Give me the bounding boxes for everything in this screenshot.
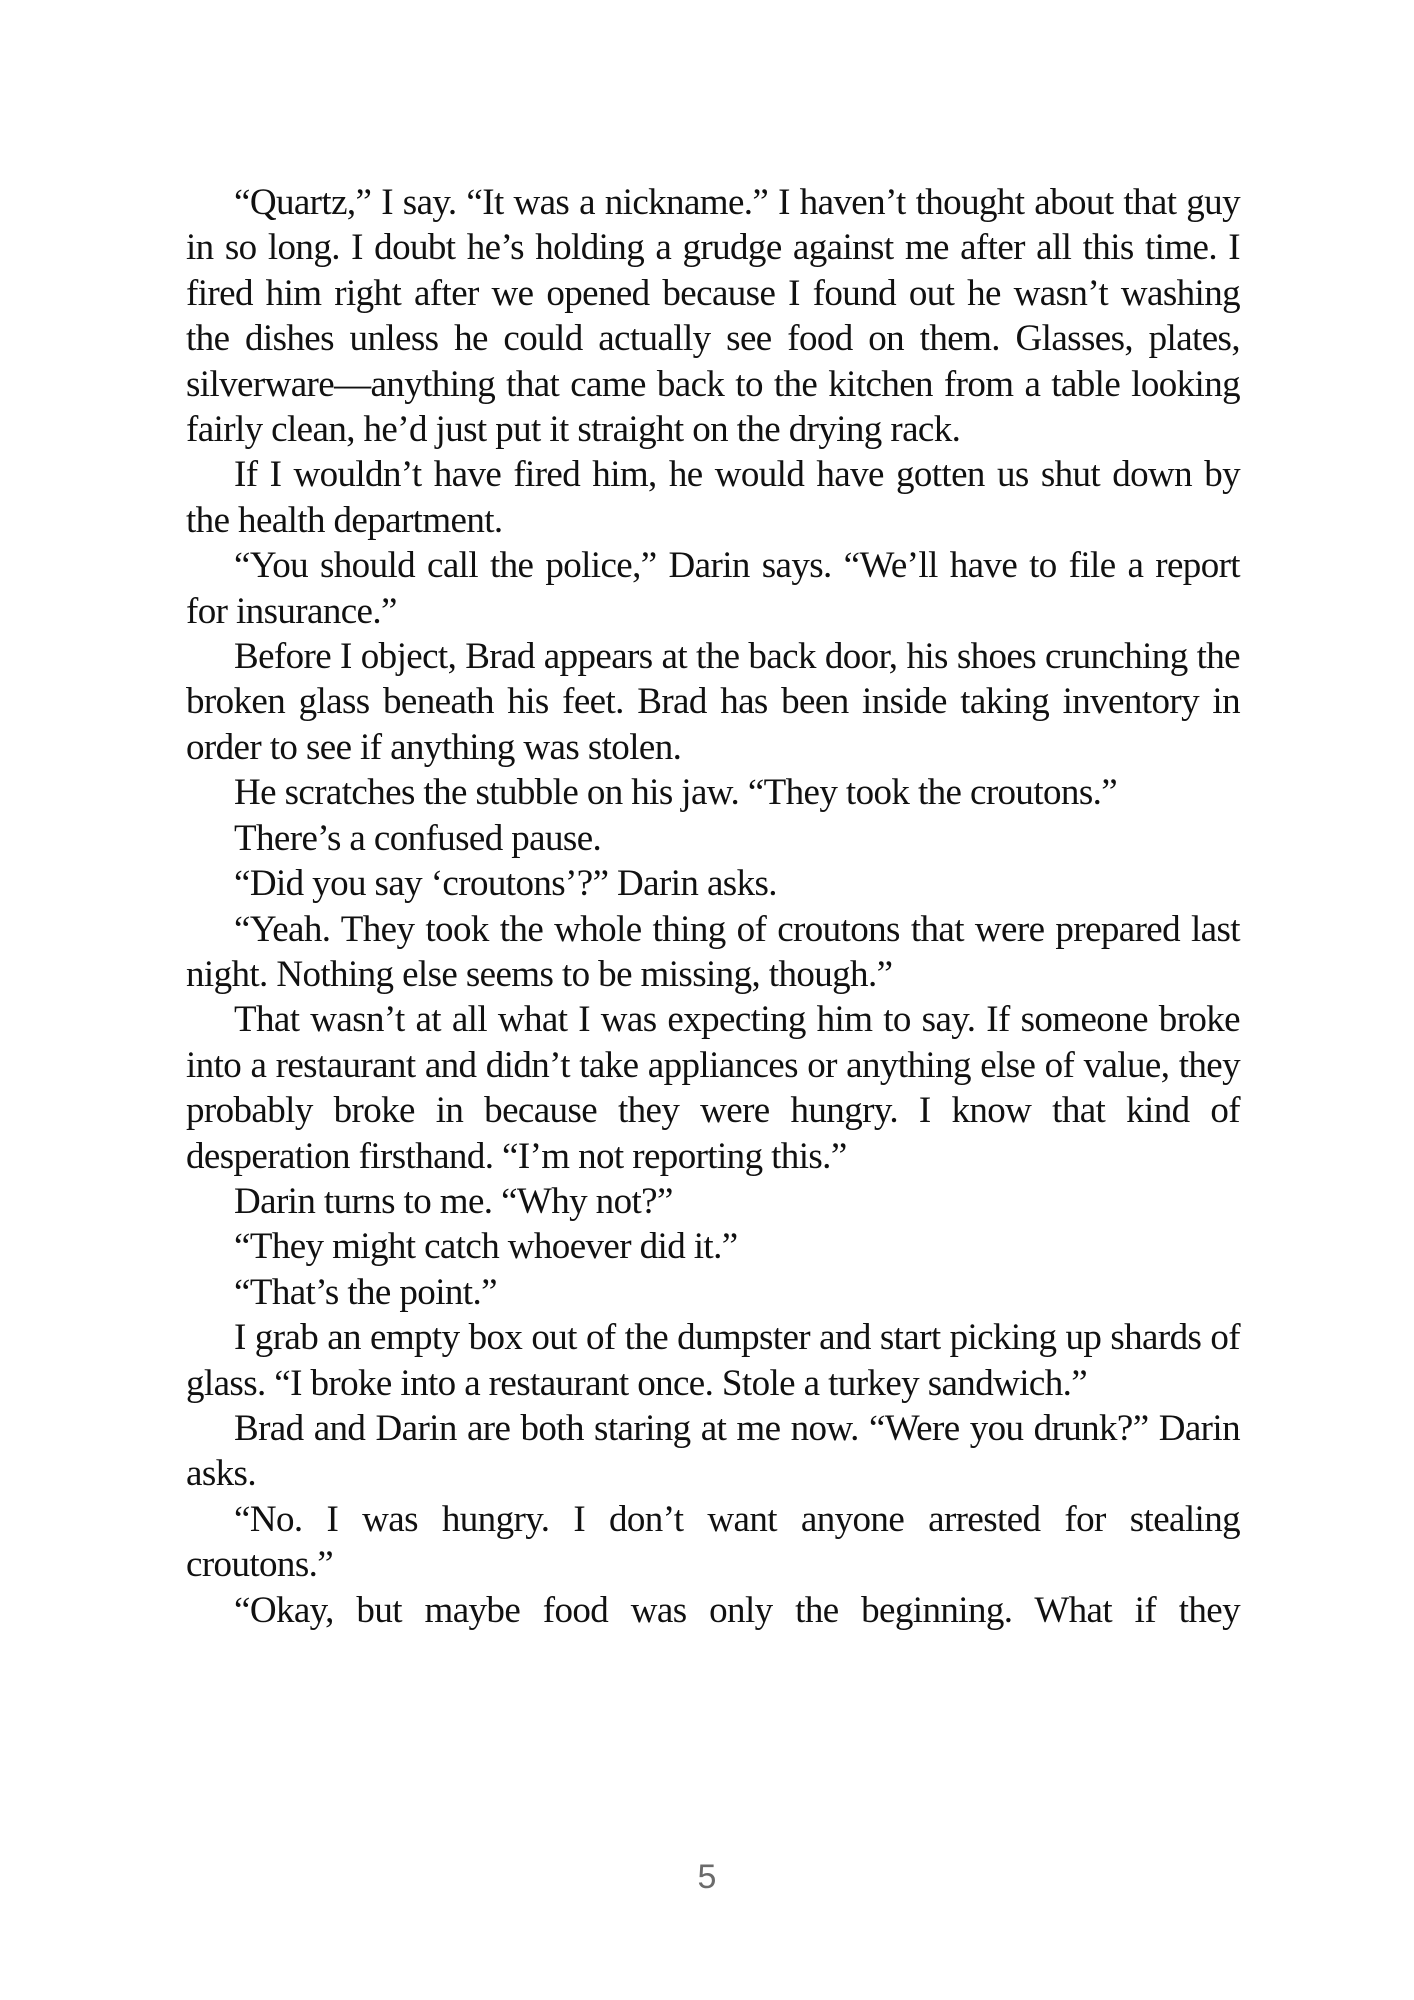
paragraph: Brad and Darin are both staring at me now. “Were you drunk?” Darin asks. xyxy=(186,1407,1240,1495)
paragraph: “That’s the point.” xyxy=(234,1271,497,1313)
paragraph: “Yeah. They took the whole thing of croutons that were prepared last night. Nothing else seems to be missing, though.” xyxy=(186,908,1240,995)
paragraph: That wasn’t at all what I was expecting him to say. If someone broke into a restaurant and didn’t take appliances or anything else of value, they probably broke in because they were hungry. I know that kind of desperation firsthand. “I’m not reporting this.” xyxy=(186,999,1240,1177)
paragraph: “You should call the police,” Darin says. “We’ll have to file a report for insurance.” xyxy=(186,545,1240,632)
paragraph: Before I object, Brad appears at the back door, his shoes crunching the broken glass beneath his feet. Brad has been inside taking inventory in order to see if anything was stolen. xyxy=(186,636,1240,768)
paragraph: I grab an empty box out of the dumpster and start picking up shards of glass. “I broke into a restaurant once. Stole a turkey sandwich.” xyxy=(186,1317,1240,1404)
page-number: 5 xyxy=(697,1858,717,1896)
paragraph: “Quartz,” I say. “It was a nickname.” I haven’t thought about that guy in so long. I doubt he’s holding a grudge against me after all this time. I fired him right after we opened because I found out he wasn’t washing the dishes unless he could actually see food on them. Glasses, plates, silverware—anything that came back to the kitchen from a table looking fairly clean, he’d just put it straight on the drying rack. xyxy=(186,182,1240,451)
paragraph: He scratches the stubble on his jaw. “They took the croutons.” xyxy=(234,772,1118,814)
paragraph: There’s a confused pause. xyxy=(234,817,602,859)
paragraph: If I wouldn’t have fired him, he would have gotten us shut down by the health department. xyxy=(186,454,1240,541)
paragraph: “No. I was hungry. I don’t want anyone arrested for stealing croutons.” xyxy=(186,1498,1240,1586)
paragraph: Darin turns to me. “Why not?” xyxy=(234,1180,673,1222)
paragraph: “They might catch whoever did it.” xyxy=(234,1226,738,1268)
page-body xyxy=(186,180,1240,1633)
paragraph: “Okay, but maybe food was only the beginning. What if they xyxy=(234,1589,1240,1631)
paragraph: “Did you say ‘croutons’?” Darin asks. xyxy=(234,863,777,905)
